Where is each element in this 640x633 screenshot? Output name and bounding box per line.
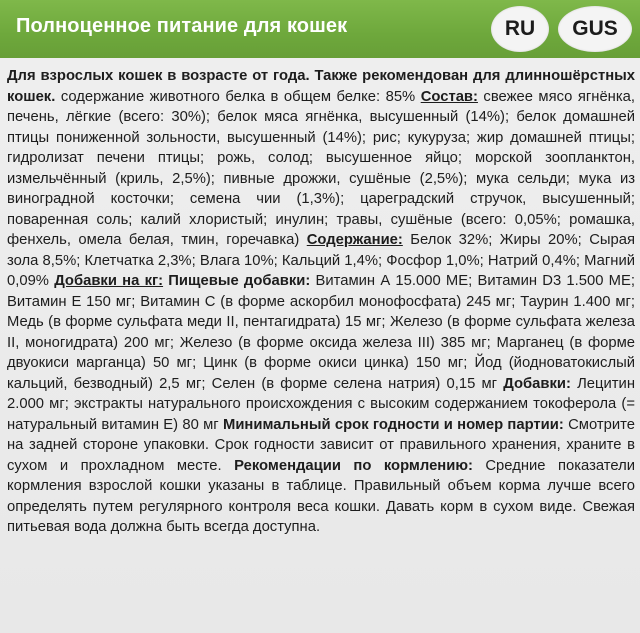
feeding-label: Рекомендации по кормлению: bbox=[234, 457, 473, 474]
language-badge-gus: GUS bbox=[558, 6, 632, 52]
food-additives-label: Пищевые добавки: bbox=[163, 273, 311, 289]
header-bar bbox=[0, 0, 640, 58]
intro-text: содержание животного белка в общем белке: 85% bbox=[55, 88, 421, 105]
additives-label: Добавки на кг: bbox=[54, 273, 164, 289]
composition-label: Состав: bbox=[420, 88, 478, 105]
language-badge-ru: RU bbox=[491, 6, 549, 52]
shelf-life-label: Минимальный срок годности и номер партии: bbox=[223, 416, 564, 433]
food-additives-text: Витамин А 15.000 МЕ; Витамин D3 1.500 МЕ; Витамин Е 150 мг; Витамин С (в форме аскорбил монофосфата) 245 мг; Таурин 1.400 мг; Медь (в форме сульфата меди II, пентагидрата) 15 мг; Железо (в форме сульфата железа II, моногидрата) 200 мг; Железо (в форме оксида железа III) 385 мг; Марганец (в форме двуокиси марганца) 50 мг; Цинк (в форме окиси цинка) 150 мг; Йод (йодноватокислый кальций, безводный) 2,5 мг; Селен (в форме селена натрия) 0,15 мг bbox=[7, 273, 635, 392]
label-text bbox=[7, 66, 635, 538]
intro-bold: Для взрослых кошек в возрасте от года. Также рекомендован для длинношёрстных кошек. bbox=[7, 68, 635, 105]
header-title: Полноценное питание для кошек bbox=[16, 15, 348, 37]
feeding-text: Средние показатели кормления взрослой кошки указаны в таблице. Правильный объем корма лучше всего определять путем регулярного контроля веса кошки. Давать корм в сухом виде. Свежая питьевая вода должна быть всегда доступна. bbox=[7, 457, 636, 535]
content-text: Белок 32%; Жиры 20%; Сырая зола 8,5%; Клетчатка 2,3%; Влага 10%; Кальций 1,4%; Фосфор 1,0%; Натрий 0,4%; Магний 0,09% bbox=[7, 232, 635, 289]
additives2-label: Добавки: bbox=[503, 375, 571, 392]
content-label: Содержание: bbox=[306, 232, 403, 248]
additives2-text: Лецитин 2.000 мг; экстракты натурального происхождения с высоким содержанием токоферола (= натуральный витамин Е) 80 мг bbox=[7, 375, 635, 433]
composition-text: свежее мясо ягнёнка, печень, лёгкие (всего: 30%); белок мяса ягнёнка, высушенный (14%); белок домашней птицы пониженной зольности, высушенный (14%); рис; кукуруза; жир домашней птицы; гидролизат печени птицы; рожь, солод; высушенное яйцо; морской зоопланктон, измельчённый (криль, 2,5%); пивные дрожжи, сушёные (2,5%); мука сельди; мука из виноградной косточки; семена чии (1,3%); цареградский стручок, высушенный; поваренная соль; калий хлористый; инулин; травы, сушёные (всего: 0,05%; ромашка, фенхель, омела белая, тмин, горечавка) bbox=[7, 88, 635, 248]
shelf-life-text: Смотрите на задней стороне упаковки. Срок годности зависит от правильного хранения, храните в сухом и прохладном месте. bbox=[7, 416, 635, 474]
